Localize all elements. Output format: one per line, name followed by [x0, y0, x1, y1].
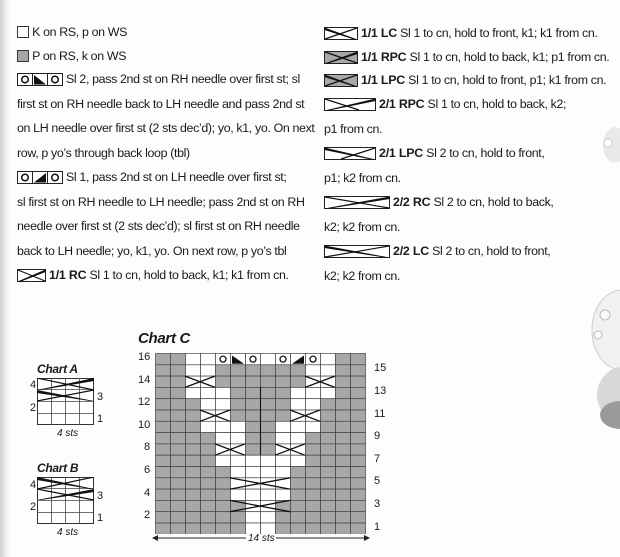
chart-c-cell	[276, 365, 291, 376]
yarn-photo-edge	[560, 115, 620, 445]
chart-c-cell	[321, 467, 336, 478]
chart-c-cell	[246, 376, 261, 387]
chart-c-cell	[276, 467, 291, 478]
chart-c-cell	[186, 478, 201, 489]
chart-c-cell	[201, 376, 216, 387]
chart-c-cell	[351, 467, 366, 478]
chart-c-cell	[351, 410, 366, 421]
chart-c-cell	[261, 489, 276, 500]
legend-2-2-lc	[324, 244, 550, 258]
chart-c-cell	[246, 387, 261, 398]
chart-c-cell	[306, 354, 321, 365]
chart-c-row-label: 10	[138, 418, 151, 431]
chart-c-grid	[155, 353, 367, 534]
chart-c-cell	[291, 455, 306, 466]
chart-c-row-label: 1	[374, 520, 381, 533]
chart-c-cell	[156, 354, 171, 365]
chart-c-cell	[351, 500, 366, 511]
chart-c-cell	[231, 512, 246, 523]
chart-c-cell	[276, 354, 291, 365]
two-one-left-purl-cross-icon	[324, 147, 376, 160]
chart-c-row-label: 5	[374, 475, 381, 488]
rpc21-text: Sl 1 to cn, hold to back, k2;	[427, 97, 567, 111]
chart-c-cell	[306, 410, 321, 421]
legend-knit	[17, 25, 127, 39]
chart-c-cell	[306, 421, 321, 432]
chart-c-row-label: 15	[374, 362, 387, 375]
lc-abbr: 1/1 LC	[361, 26, 397, 40]
lpc21-abbr: 2/1 LPC	[379, 146, 424, 160]
chart-c-cell	[321, 354, 336, 365]
chart-c-cell	[156, 455, 171, 466]
rc11-abbr: 1/1 RC	[49, 268, 87, 282]
chart-b-title: Chart B	[37, 461, 79, 475]
two-one-right-purl-cross-icon	[324, 98, 376, 111]
chart-c-cell	[336, 500, 351, 511]
chart-c-cell	[186, 512, 201, 523]
chart-c-cell	[156, 421, 171, 432]
sk2p-text-3: on LH needle over first st (2 sts dec’d); yo, k1, yo. On next	[17, 121, 315, 135]
chart-b-row-label: 1	[97, 512, 104, 524]
chart-c-cell	[291, 376, 306, 387]
chart-c-cell	[351, 455, 366, 466]
chart-a-row-label: 1	[97, 413, 104, 425]
chart-c-cell	[336, 376, 351, 387]
chart-c-cell	[276, 410, 291, 421]
chart-c-cell	[216, 433, 231, 444]
chart-c-cell	[216, 421, 231, 432]
chart-c-cell	[216, 500, 231, 511]
chart-c-cell	[291, 500, 306, 511]
chart-c-cell	[171, 365, 186, 376]
lc22-text: Sl 2 to cn, hold to front,	[432, 244, 551, 258]
rc11-text: Sl 1 to cn, hold to back, k1; k1 from cn.	[89, 268, 289, 282]
chart-c-cell	[321, 444, 336, 455]
k2p-text-3: needle over first st (2 sts dec’d); sl first st on RH needle	[17, 219, 300, 233]
chart-c-cell	[321, 376, 336, 387]
sk2p-yo-icon	[17, 73, 63, 86]
chart-c-row-label: 14	[138, 373, 151, 386]
chart-c-cell	[306, 444, 321, 455]
chart-c-cell	[291, 478, 306, 489]
chart-c-cell	[276, 421, 291, 432]
legend-1-1-rc	[17, 268, 289, 282]
chart-c-cell	[276, 376, 291, 387]
chart-c-cell	[186, 433, 201, 444]
chart-c-cell	[261, 467, 276, 478]
chart-c-cell	[201, 365, 216, 376]
chart-c-cell	[216, 387, 231, 398]
chart-c-cell	[231, 433, 246, 444]
chart-c-cell	[306, 467, 321, 478]
chart-c-row-label: 8	[144, 441, 151, 454]
chart-c-cell	[216, 376, 231, 387]
chart-c-cell	[321, 387, 336, 398]
chart-c-cell	[351, 354, 366, 365]
chart-c-cell	[336, 410, 351, 421]
chart-c-cell	[351, 444, 366, 455]
chart-c-cell	[216, 365, 231, 376]
chart-c-cell	[291, 512, 306, 523]
rpc-text: Sl 1 to cn, hold to back, k1; p1 from cn.	[409, 50, 610, 64]
chart-c-cell	[186, 421, 201, 432]
chart-c-cell	[186, 444, 201, 455]
chart-c-cell	[156, 478, 171, 489]
chart-c-cell	[216, 455, 231, 466]
chart-c-row-label: 3	[374, 497, 381, 510]
right-cross-icon	[17, 269, 46, 282]
gray-square-icon	[17, 50, 29, 62]
chart-c-cell	[246, 467, 261, 478]
chart-c-cell	[231, 399, 246, 410]
chart-c-cell	[306, 478, 321, 489]
chart-c-cell	[201, 354, 216, 365]
page-gutter-shadow	[0, 0, 10, 557]
chart-c-cell	[336, 512, 351, 523]
chart-c-cell	[291, 399, 306, 410]
chart-c-cell	[321, 489, 336, 500]
chart-b-row-label: 3	[97, 490, 104, 502]
chart-c-cell	[201, 512, 216, 523]
chart-c-cell	[351, 421, 366, 432]
chart-c-cell	[231, 410, 246, 421]
chart-c-cell	[156, 376, 171, 387]
k2p-text-2: sl first st on RH needle to LH needle; pass 2nd st on RH	[17, 195, 305, 209]
chart-c-cell	[306, 433, 321, 444]
chart-c-row-label: 11	[374, 407, 386, 420]
chart-c-cell	[216, 512, 231, 523]
chart-c-cell	[231, 376, 246, 387]
chart-c-title: Chart C	[138, 330, 191, 347]
chart-c-cell	[321, 500, 336, 511]
chart-c-cell	[261, 512, 276, 523]
rc22-text-cont: k2; k2 from cn.	[324, 220, 401, 234]
chart-a-row-label: 3	[97, 391, 104, 403]
chart-c-cell	[351, 387, 366, 398]
chart-c-cell	[246, 354, 261, 365]
chart-c-row-label: 7	[374, 452, 381, 465]
chart-c-cell	[156, 399, 171, 410]
chart-a-row-label: 4	[30, 379, 37, 391]
legend-purl	[17, 49, 126, 63]
left-purl-cross-icon	[324, 74, 358, 87]
chart-c-cell	[336, 421, 351, 432]
chart-c-cell	[186, 387, 201, 398]
chart-c-cell	[276, 387, 291, 398]
legend-1-1-lc	[324, 26, 598, 40]
chart-c-cell	[276, 512, 291, 523]
chart-c-cell	[246, 489, 261, 500]
chart-a-grid	[37, 378, 94, 425]
chart-c-cell	[261, 365, 276, 376]
chart-c-cell	[261, 399, 276, 410]
chart-c-cell	[351, 433, 366, 444]
rpc21-abbr: 2/1 RPC	[379, 97, 425, 111]
legend-1-1-rpc	[324, 50, 609, 64]
legend-2-1-lpc	[324, 146, 544, 160]
chart-c-cell	[306, 500, 321, 511]
chart-c-cell	[171, 455, 186, 466]
chart-c-cell	[216, 410, 231, 421]
chart-c-cell	[201, 455, 216, 466]
lpc-abbr: 1/1 LPC	[361, 73, 406, 87]
rpc-abbr: 1/1 RPC	[361, 50, 407, 64]
chart-c-cell	[261, 410, 276, 421]
chart-c-cell	[246, 455, 261, 466]
chart-c-cell	[261, 421, 276, 432]
chart-c-cell	[291, 387, 306, 398]
chart-c-cell	[216, 399, 231, 410]
chart-c-cell	[156, 387, 171, 398]
chart-c-cell	[171, 421, 186, 432]
chart-c-cell	[231, 455, 246, 466]
chart-c-cell	[261, 376, 276, 387]
chart-c-cell	[291, 433, 306, 444]
lc22-abbr: 2/2 LC	[393, 244, 429, 258]
chart-c-cell	[171, 387, 186, 398]
chart-c-cell	[351, 376, 366, 387]
chart-c-cell	[261, 387, 276, 398]
chart-c-cell	[336, 489, 351, 500]
legend-2-2-rc	[324, 195, 554, 209]
two-two-left-cross-icon	[324, 245, 390, 258]
chart-c-cell	[201, 467, 216, 478]
chart-c-cell	[336, 467, 351, 478]
chart-c-cell	[246, 399, 261, 410]
chart-c-stitch-count: 14 sts	[248, 533, 275, 544]
chart-c-cell	[171, 376, 186, 387]
chart-c-cell	[171, 478, 186, 489]
two-two-right-cross-icon	[324, 196, 390, 209]
rc22-text: Sl 2 to cn, hold to back,	[433, 195, 554, 209]
chart-c-cell	[336, 354, 351, 365]
left-cross-icon	[324, 27, 358, 40]
chart-c-cell	[171, 444, 186, 455]
legend-k2p-line-1	[17, 170, 286, 184]
chart-c-cell	[186, 455, 201, 466]
chart-a-row-label: 2	[30, 402, 37, 414]
chart-c-cell	[156, 433, 171, 444]
sk2p-text-4: row, p yo’s through back loop (tbl)	[17, 146, 190, 160]
chart-c-cell	[246, 444, 261, 455]
chart-c-cell	[291, 489, 306, 500]
chart-c-row-label: 6	[144, 464, 151, 476]
chart-c-cell	[186, 354, 201, 365]
chart-c-cell	[261, 433, 276, 444]
chart-c-cell	[156, 444, 171, 455]
chart-c-cell	[201, 421, 216, 432]
chart-c-cell	[156, 365, 171, 376]
chart-c-cell	[156, 512, 171, 523]
chart-c-cell	[201, 478, 216, 489]
chart-c-cell	[291, 467, 306, 478]
chart-c-cell	[246, 433, 261, 444]
chart-c-cell	[231, 467, 246, 478]
chart-c-row-label: 4	[144, 486, 151, 499]
chart-c-cell	[171, 399, 186, 410]
chart-c-cell	[216, 354, 231, 365]
chart-c-cell	[321, 365, 336, 376]
sk2p-text-1: Sl 2, pass 2nd st on RH needle over first st; sl	[66, 72, 300, 86]
chart-c-row-label: 9	[374, 430, 381, 443]
chart-c-cell	[186, 365, 201, 376]
chart-c-cell	[201, 489, 216, 500]
chart-c-cell	[306, 455, 321, 466]
chart-c-cell	[351, 478, 366, 489]
chart-c-cell	[306, 489, 321, 500]
chart-c-cell	[336, 433, 351, 444]
chart-c-cell	[171, 500, 186, 511]
chart-b-row-label: 4	[30, 479, 37, 491]
chart-c-cell	[171, 512, 186, 523]
chart-c-cell	[306, 365, 321, 376]
chart-c-cell	[231, 489, 246, 500]
chart-c-cell	[201, 444, 216, 455]
right-purl-cross-icon	[324, 51, 358, 64]
chart-c-cell	[246, 512, 261, 523]
chart-b-row-label: 2	[30, 501, 37, 513]
chart-c-cell	[186, 489, 201, 500]
k2p-text-1: Sl 1, pass 2nd st on LH needle over first st;	[66, 170, 287, 184]
chart-c-cell	[246, 421, 261, 432]
chart-a-title: Chart A	[37, 362, 78, 376]
white-square-icon	[17, 26, 29, 38]
chart-c-cell	[306, 387, 321, 398]
chart-c-cell	[336, 444, 351, 455]
chart-c-cell	[231, 365, 246, 376]
chart-b-grid	[37, 477, 94, 524]
legend-2-1-rpc	[324, 97, 566, 111]
chart-c-cell	[261, 455, 276, 466]
chart-c-cell	[216, 467, 231, 478]
legend-knit-text: K on RS, p on WS	[32, 25, 128, 39]
chart-c-cell	[216, 489, 231, 500]
chart-c-cell	[201, 433, 216, 444]
chart-c-cell	[291, 444, 306, 455]
chart-c-cell	[336, 455, 351, 466]
chart-c-cell	[246, 410, 261, 421]
chart-c-cell	[171, 433, 186, 444]
chart-c-cell	[186, 410, 201, 421]
chart-c-row-label: 12	[138, 396, 151, 409]
lc22-text-cont: k2; k2 from cn.	[324, 269, 401, 283]
chart-a-stitch-count: 4 sts	[57, 428, 79, 439]
chart-c-cell	[186, 500, 201, 511]
chart-c-cell	[216, 478, 231, 489]
chart-c-cell	[156, 410, 171, 421]
chart-c-cell	[321, 512, 336, 523]
chart-c-cell	[156, 500, 171, 511]
chart-c-cell	[201, 500, 216, 511]
chart-c-cell	[321, 410, 336, 421]
legend-purl-text: P on RS, k on WS	[32, 49, 127, 63]
chart-c-cell	[306, 399, 321, 410]
chart-c-cell	[291, 421, 306, 432]
chart-c-cell	[351, 512, 366, 523]
chart-c-cell	[321, 399, 336, 410]
chart-c-cell	[231, 444, 246, 455]
chart-c-cell	[201, 387, 216, 398]
chart-c-cell	[306, 512, 321, 523]
chart-c-cell	[336, 365, 351, 376]
chart-c-cell	[231, 387, 246, 398]
chart-c-cell	[261, 354, 276, 365]
lpc-text: Sl 1 to cn, hold to front, p1; k1 from cn.	[408, 73, 607, 87]
chart-c-row-label: 16	[138, 351, 151, 363]
chart-c-cell	[231, 421, 246, 432]
chart-c-cell	[156, 489, 171, 500]
chart-c-cell	[336, 399, 351, 410]
chart-c-cell	[261, 444, 276, 455]
chart-c-cell	[321, 455, 336, 466]
chart-c-cell	[246, 365, 261, 376]
chart-b-stitch-count: 4 sts	[57, 527, 79, 538]
chart-c-cell	[171, 410, 186, 421]
chart-c-cell	[351, 399, 366, 410]
lpc21-text-cont: p1; k2 from cn.	[324, 171, 401, 185]
rpc21-text-cont: p1 from cn.	[324, 122, 383, 136]
chart-c-cell	[351, 365, 366, 376]
chart-c-row-label: 2	[144, 509, 151, 522]
k2p-text-4: back to LH needle; yo, k1, yo. On next row, p yo’s tbl	[17, 244, 287, 258]
chart-c-row-label: 13	[374, 384, 387, 397]
chart-c-cell	[351, 489, 366, 500]
chart-c-cell	[186, 467, 201, 478]
k2p-yo-icon	[17, 171, 63, 184]
rc22-abbr: 2/2 RC	[393, 195, 431, 209]
chart-c-cell	[201, 399, 216, 410]
chart-c-cell	[276, 489, 291, 500]
chart-c-cell	[276, 433, 291, 444]
chart-c-cell	[291, 365, 306, 376]
chart-c-cell	[336, 387, 351, 398]
legend-sk2p-line-1	[17, 72, 300, 86]
lc-text: Sl 1 to cn, hold to front, k1; k1 from cn.	[400, 26, 598, 40]
lpc21-text: Sl 2 to cn, hold to front,	[426, 146, 545, 160]
legend-1-1-lpc	[324, 73, 606, 87]
chart-c-cell	[171, 354, 186, 365]
sk2p-text-2: first st on RH needle back to LH needle and pass 2nd st	[17, 97, 305, 111]
chart-c-cell	[276, 455, 291, 466]
chart-c-cell	[321, 433, 336, 444]
chart-c-cell	[321, 478, 336, 489]
chart-c-cell	[186, 399, 201, 410]
chart-c-cell	[336, 478, 351, 489]
chart-c-cell	[156, 467, 171, 478]
chart-c-cell	[276, 399, 291, 410]
chart-c-cell	[321, 421, 336, 432]
chart-c-cell	[171, 467, 186, 478]
chart-c-cell	[171, 489, 186, 500]
